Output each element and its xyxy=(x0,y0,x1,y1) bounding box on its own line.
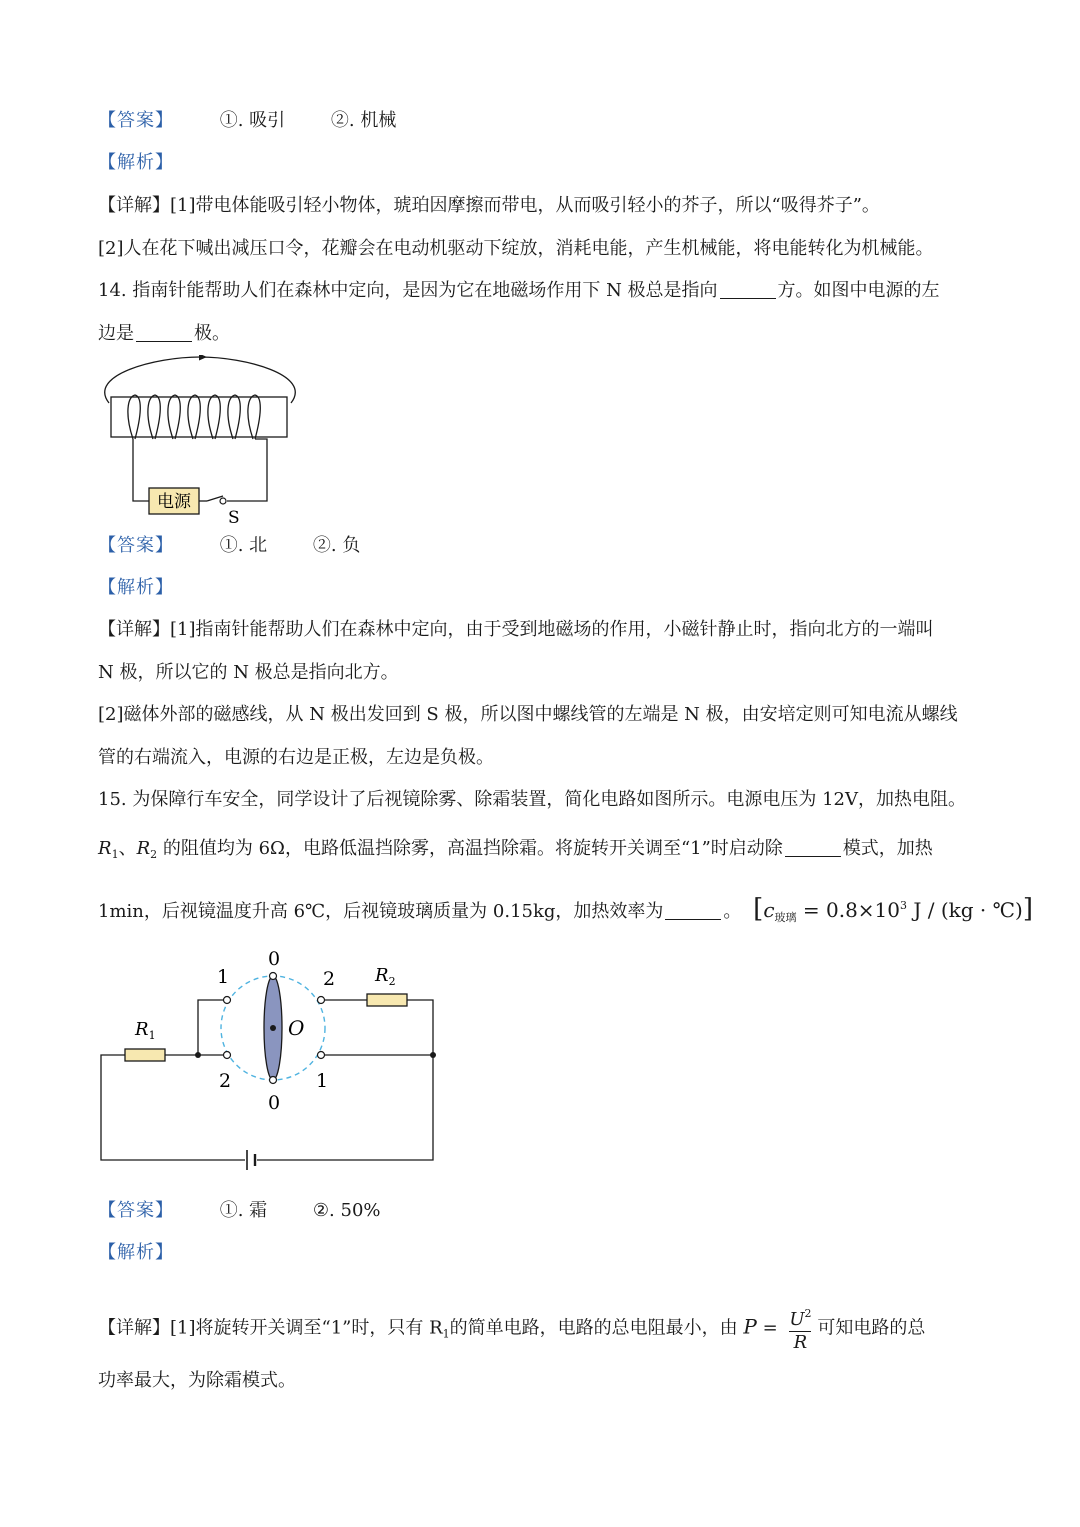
superscript: 2 xyxy=(804,1307,812,1320)
superscript: 3 xyxy=(900,899,908,912)
question-15-stem-cont2 xyxy=(98,893,1033,931)
answer-item: ②. 负 xyxy=(312,535,361,556)
contact-right-2 xyxy=(318,997,325,1004)
answer-tag: 【答案】 xyxy=(98,1200,174,1221)
r2-symbol: R xyxy=(136,838,151,859)
contact-top-0 xyxy=(270,973,277,980)
answer-blank xyxy=(136,323,192,342)
answer-item: ②. 50% xyxy=(312,1200,381,1221)
wire xyxy=(133,439,149,501)
question-text: 模式，加热 xyxy=(842,838,933,859)
specific-heat-formula: [$c_{玻璃} = 0.8\times 10^3$ J / (kg · ℃)] xyxy=(753,894,1033,924)
answer-tag: 【答案】 xyxy=(98,110,174,131)
detail-paragraph: 【详解】[1]将旋转开关调至“1”时，只有 $R_1$的简单电路，电路的总电阻最小，由 P = $\frac{U^2}{R}$ 可知电路的总 xyxy=(98,1303,925,1354)
question-text: 边是 xyxy=(98,323,134,344)
detail-text: 的简单电路，电路的总电阻最小，由 xyxy=(449,1317,738,1339)
contact-bottom-0 xyxy=(270,1077,277,1084)
subscript: 1 xyxy=(111,848,119,861)
question-14-stem xyxy=(98,278,940,304)
contact-left-1 xyxy=(224,997,231,1004)
formula-r: R xyxy=(793,1332,808,1353)
r1-label: $R_1$ xyxy=(135,1019,156,1042)
label-bottom-2: 2 xyxy=(219,1070,232,1092)
separator: 、 xyxy=(118,838,137,859)
subscript: 玻璃 xyxy=(774,911,797,924)
question-text: 的阻值均为 6Ω，电路低温挡除雾，高温挡除霜。将旋转开关调至“1”时启动除 xyxy=(162,838,783,859)
wire xyxy=(257,1055,433,1160)
r2-label: $R_2$ xyxy=(375,965,396,988)
analysis-tag: 【解析】 xyxy=(98,577,174,598)
detail-paragraph xyxy=(98,193,880,219)
detail-tag: 【详解】 xyxy=(98,195,170,216)
resistor-r2 xyxy=(367,994,407,1006)
answer-blank xyxy=(785,838,841,857)
label-top-0: 0 xyxy=(268,948,281,970)
answer-blank xyxy=(665,901,721,920)
label-top-2: 2 xyxy=(323,968,336,990)
answer-item: ①. 霜 xyxy=(219,1200,268,1221)
contact-left-2 xyxy=(224,1052,231,1059)
solenoid-circuit-figure xyxy=(95,355,305,530)
detail-text: 可知电路的总 xyxy=(817,1317,926,1339)
detail-tag: 【详解】 xyxy=(98,619,170,640)
detail-text: 管的右端流入，电源的右边是正极，左边是负极。 xyxy=(98,747,494,768)
subscript: 2 xyxy=(150,848,158,861)
answer-item: ②. 机械 xyxy=(330,110,397,131)
field-arrow xyxy=(199,355,207,361)
question-15-stem: 15. 为保障行车安全，同学设计了后视镜除雾、除霜装置，简化电路如图所示。电源电压为 12V，加热电阻。 xyxy=(98,789,966,810)
label-top-1: 1 xyxy=(217,966,230,988)
detail-paragraph xyxy=(98,617,934,643)
question-15-stem-cont xyxy=(98,836,933,868)
answer-item: ①. 北 xyxy=(219,535,268,556)
q13-answer-row xyxy=(98,108,396,134)
rotor-pivot xyxy=(270,1025,276,1031)
power-fraction xyxy=(789,1303,811,1354)
detail-text: 功率最大，为除霜模式。 xyxy=(98,1370,296,1391)
question-text: 方。如图中电源的左 xyxy=(777,280,940,301)
r1-symbol: R xyxy=(98,838,112,859)
detail-tag: 【详解】 xyxy=(98,1317,170,1339)
formula-value: = 0.8×10 xyxy=(802,898,901,922)
answer-blank xyxy=(720,280,776,299)
q14-answer-row xyxy=(98,533,360,559)
formula-unit: J / (kg · ℃) xyxy=(913,898,1023,922)
formula-u: U xyxy=(789,1309,805,1330)
junction-dot xyxy=(430,1052,436,1058)
detail-text: [1]带电体能吸引轻小物体，琥珀因摩擦而带电，从而吸引轻小的芥子，所以“吸得芥子”。 xyxy=(170,195,880,216)
question-text: 。 xyxy=(723,901,742,922)
detail-text: N 极，所以它的 N 极总是指向北方。 xyxy=(98,662,399,683)
rotary-switch-circuit-figure xyxy=(95,945,445,1170)
wire xyxy=(227,439,267,501)
detail-text: [1]将旋转开关调至“1”时，只有 R xyxy=(170,1317,443,1339)
question-text: 极。 xyxy=(194,323,230,344)
label-bottom-0: 0 xyxy=(268,1092,281,1114)
contact-right-1 xyxy=(318,1052,325,1059)
resistor-r1 xyxy=(125,1049,165,1061)
pivot-label: O xyxy=(288,1016,305,1040)
answer-tag: 【答案】 xyxy=(98,535,174,556)
power-source-label: 电源 xyxy=(157,492,191,512)
detail-text: [1]指南针能帮助人们在森林中定向，由于受到地磁场的作用，小磁针静止时，指向北方的一端叫 xyxy=(170,619,934,640)
answer-item: ①. 吸引 xyxy=(219,110,286,131)
switch-contact xyxy=(220,498,226,504)
q15-answer-row xyxy=(98,1198,381,1224)
analysis-tag: 【解析】 xyxy=(98,152,174,173)
coil-windings xyxy=(128,395,260,439)
detail-text: [2]磁体外部的磁感线，从 N 极出发回到 S 极，所以图中螺线管的左端是 N 极，由安培定则可知电流从螺线 xyxy=(98,704,958,725)
question-text: 14. 指南针能帮助人们在森林中定向，是因为它在地磁场作用下 N 极总是指向 xyxy=(98,280,718,301)
analysis-tag: 【解析】 xyxy=(98,1242,174,1263)
formula-c: c xyxy=(763,898,775,922)
question-14-stem-cont xyxy=(98,321,230,347)
switch-label: S xyxy=(228,508,240,528)
detail-text: [2]人在花下喊出减压口令，花瓣会在电动机驱动下绽放，消耗电能，产生机械能，将电能转化为机械能。 xyxy=(98,238,934,259)
question-text: 1min，后视镜温度升高 6℃，后视镜玻璃质量为 0.15kg，加热效率为 xyxy=(98,901,664,922)
subscript: 1 xyxy=(442,1327,450,1341)
wire xyxy=(407,1000,433,1055)
formula-p: P xyxy=(743,1314,757,1339)
label-bottom-1: 1 xyxy=(316,1070,329,1092)
